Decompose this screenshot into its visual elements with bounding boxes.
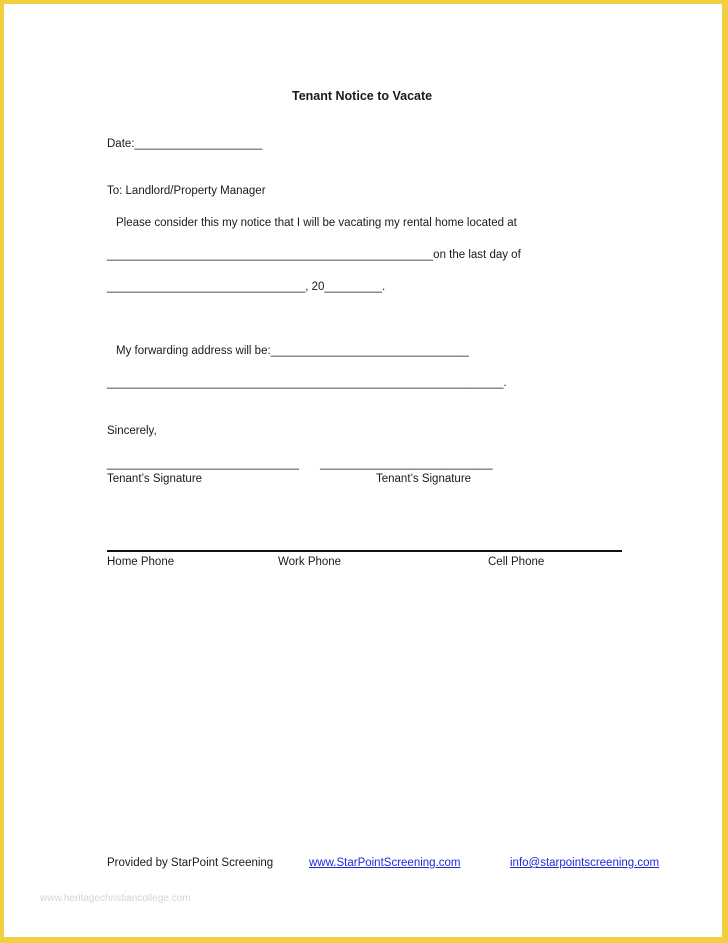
work-phone-label: Work Phone [278, 556, 342, 568]
to-line: To: Landlord/Property Manager [107, 185, 266, 197]
watermark-text: www.heritagechristiancollege.com [40, 893, 191, 904]
document-title: Tenant Notice to Vacate [292, 89, 433, 103]
vacate-date-line: _______________________________, 20_________. [107, 281, 386, 293]
forwarding-address-line-2: ______________________________________________________________. [107, 377, 507, 389]
document-page [4, 4, 722, 937]
website-link[interactable]: www.StarPointScreening.com [309, 857, 461, 869]
cell-phone-label: Cell Phone [488, 556, 545, 568]
signature-label-1: Tenant’s Signature [107, 473, 203, 485]
signature-line-2: ___________________________ [320, 458, 493, 470]
phone-divider [107, 550, 622, 552]
notice-sentence: Please consider this my notice that I will be vacating my rental home located at [116, 217, 517, 229]
provided-by-text: Provided by StarPoint Screening [107, 857, 274, 869]
home-phone-label: Home Phone [107, 556, 175, 568]
signature-line-1: ______________________________ [107, 458, 299, 470]
forwarding-address-line: My forwarding address will be:_______________________________ [116, 345, 469, 357]
date-line: Date:____________________ [107, 138, 263, 150]
rental-address-line: ___________________________________________________on the last day of [107, 249, 521, 261]
email-link[interactable]: info@starpointscreening.com [510, 857, 660, 869]
closing-text: Sincerely, [107, 425, 157, 437]
signature-label-2: Tenant’s Signature [376, 473, 472, 485]
